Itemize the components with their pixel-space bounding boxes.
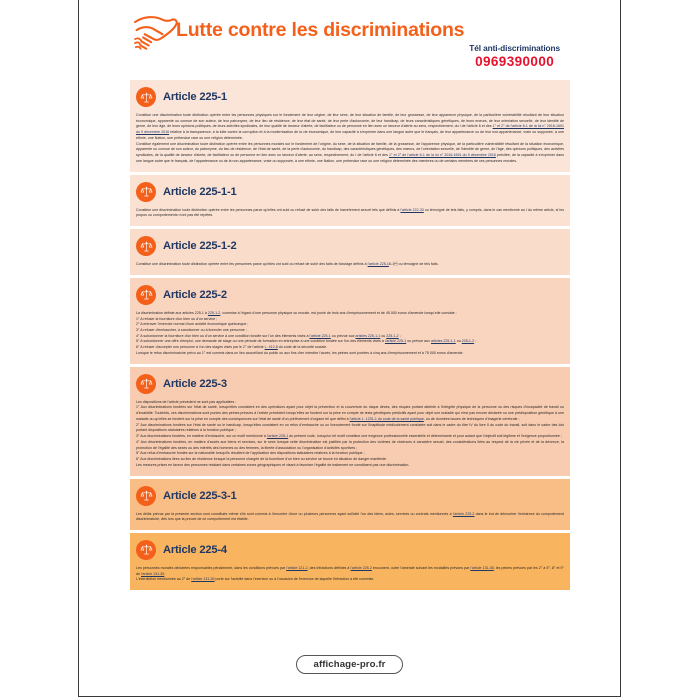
article-section	[130, 80, 570, 172]
hotline-block	[469, 43, 560, 69]
article-title: Article 225-3	[163, 377, 227, 390]
poster-page	[78, 0, 621, 697]
article-heading	[136, 540, 564, 560]
legal-reference-link[interactable]: l'article 225-1	[309, 333, 331, 338]
article-paragraph: 1° A refuser la fourniture d'un bien ou d'un service ;	[136, 316, 218, 321]
scales-of-justice-icon	[136, 182, 156, 202]
legal-reference-link[interactable]: 1° et 2° de l'article 6-1 de la loi n° 2016-1691 du 9 décembre 2016	[136, 124, 564, 135]
article-heading	[136, 87, 564, 107]
article-paragraph: 5° Aux refus d'embauche fondés sur la nationalité lorsqu'ils résultent de l'application des dispositions statutaires relatives à la fonction publique ;	[136, 451, 365, 456]
article-text	[136, 113, 564, 165]
legal-reference-link[interactable]: l'article 225-1	[367, 262, 389, 267]
article-paragraph: Constitue une discrimination toute distinction opérée entre les personnes parce qu'elles ont subi ou refusé de subir des faits de harcèlement sexuel tels que définis à l'article 222-33 ou témoigné de tels faits, y compris, dans le cas mentionné au I du même article, si les propos ou comportements n'ont pas été répétés.	[136, 207, 564, 218]
article-paragraph: Les dispositions de l'article précédent ne sont pas applicables :	[136, 399, 237, 404]
article-paragraph: 5° A subordonner une offre d'emploi, une demande de stage ou une période de formation en entreprise à une condition fondée sur l'un des éléments visés à l'article 225-1 ou prévue aux articles 225-1-1 ou 225-1-2 ;	[136, 339, 477, 344]
article-heading	[136, 236, 564, 256]
article-text	[136, 400, 564, 469]
legal-reference-link[interactable]: 225-1-2	[207, 310, 221, 315]
article-paragraph: 4° A subordonner la fourniture d'un bien ou d'un service à une condition fondée sur l'un des éléments visés à l'article 225-1 ou prévue aux articles 225-1-1 ou 225-1-2 ;	[136, 333, 401, 338]
article-heading	[136, 374, 564, 394]
legal-reference-link[interactable]: l'article 131-38	[470, 565, 494, 570]
scales-of-justice-icon	[136, 87, 156, 107]
legal-reference-link[interactable]: 225-1-2	[386, 333, 399, 338]
article-text	[136, 208, 564, 219]
article-title: Article 225-2	[163, 288, 227, 301]
article-heading	[136, 486, 564, 506]
article-paragraph: Les délits prévus par la présente section sont constitués même s'ils sont commis à l'encontre d'une ou plusieurs personnes ayant sollicité l'un des biens, actes, services ou contrats mentionnés à l'article 225-2 dans le but de démontrer l'existence du comportement discriminatoire, dès lors que la preuve de ce comportement est établie.	[136, 511, 564, 522]
legal-reference-link[interactable]: l'article 225-1	[384, 339, 407, 344]
page-title: Lutte contre les discriminations	[176, 19, 465, 41]
article-text	[136, 566, 564, 583]
brand-badge: affichage-pro.fr	[296, 655, 404, 674]
legal-reference-link[interactable]: l'article 225-2	[350, 565, 372, 570]
article-title: Article 225-1	[163, 91, 227, 103]
legal-reference-link[interactable]: l'article 225-1	[266, 434, 289, 439]
hotline-label: Tél anti-discriminations	[469, 43, 560, 53]
article-title: Article 225-4	[163, 543, 227, 556]
article-paragraph: Lorsque le refus discriminatoire prévu au 1° est commis dans un lieu accueillant du public ou aux fins d'en interdire l'accès, les peines sont portées à cinq ans d'emprisonnement et à 75 000 euros d'amende.	[136, 350, 464, 355]
article-text	[136, 311, 564, 357]
legal-reference-link[interactable]: L. 412-8	[264, 345, 278, 350]
article-paragraph: Les mesures prises en faveur des personnes résidant dans certaines zones géographiques et visant à favoriser l'égalité de traitement ne constituent pas une discrimination.	[136, 462, 410, 467]
legal-reference-link[interactable]: l'article 131-39	[141, 571, 165, 576]
article-paragraph: 4° Aux discriminations fondées, en matière d'accès aux biens et services, sur le sexe lorsque cette discrimination est justifiée par la protection des victimes de violences à caractère sexuel, des considérations liées au respect de la vie privée et de la décence, la promotion de l'égalité des sexes ou des intérêts des hommes ou des femmes, la liberté d'association ou l'organisation d'activités sportives ;	[136, 439, 564, 450]
legal-reference-link[interactable]: articles 225-1-1	[355, 333, 381, 338]
article-heading	[136, 182, 564, 202]
legal-reference-link[interactable]: l'article 121-2	[286, 565, 308, 570]
scales-of-justice-icon	[136, 540, 156, 560]
legal-reference-link[interactable]: articles 225-1-1	[430, 339, 456, 344]
article-paragraph: Constitue une discrimination toute distinction opérée entre les personnes parce qu'elles ont subi ou refusé de subir des faits de bizutage définis à l'article 225-16-1 ou témoigné de tels faits.	[136, 262, 439, 267]
scales-of-justice-icon	[136, 285, 156, 305]
article-text	[136, 512, 564, 523]
article-paragraph: 2° A entraver l'exercice normal d'une activité économique quelconque ;	[136, 322, 249, 327]
legal-reference-link[interactable]: l'article 222-33	[400, 207, 424, 212]
article-paragraph: 1° Aux discriminations fondées sur l'état de santé, lorsqu'elles consistent en des opérations ayant pour objet la prévention et la couverture du risque décès, des risques portant atteinte à l'intégrité physique de la personne ou des risques d'incapacité de travail ou d'invalidité. Toutefois, ces discriminations sont punies des peines prévues à l'article précédent lorsqu'elles se fondent sur la prise en compte de tests génétiques prédictifs ayant pour objet une maladie qui n'est pas encore déclarée ou une prédisposition génétique à une maladie ou qu'elles se fondent sur la prise en compte des conséquences sur l'état de santé d'un prélèvement d'organe tel que défini à l'article L. 1231-1 du code de la santé publique, ou de données issues de techniques d'imagerie cérébrale ;	[136, 405, 564, 421]
legal-reference-link[interactable]: l'article 225-2	[452, 511, 475, 516]
article-section	[130, 479, 570, 530]
article-title: Article 225-1-1	[163, 185, 237, 198]
scales-of-justice-icon	[136, 236, 156, 256]
article-heading	[136, 285, 564, 305]
article-paragraph: 2° Aux discriminations fondées sur l'état de santé ou le handicap, lorsqu'elles consistent en un refus d'embauche ou un licenciement fondé sur l'inaptitude médicalement constatée soit dans le cadre du titre IV du livre II du code du travail, soit dans le cadre des lois portant dispositions statutaires relatives à la fonction publique ;	[136, 422, 564, 433]
scales-of-justice-icon	[136, 486, 156, 506]
article-paragraph: 3° A refuser d'embaucher, à sanctionner ou à licencier une personne ;	[136, 328, 247, 333]
article-section	[130, 533, 570, 590]
handshake-icon	[131, 14, 181, 56]
article-paragraph: Constitue également une discrimination toute distinction opérée entre les personnes morales sur le fondement de l'origine, du sexe, de la situation de famille, de la grossesse, de l'apparence physique, de la particulière vulnérabilité résultant de la situation économique, apparente ou connue de son auteur, du patronyme, du lieu de résidence, de l'état de santé, de la perte d'autonomie, du handicap, des caractéristiques génétiques, des mœurs, de l'orientation sexuelle, de l'identité de genre, de l'âge, des opinions politiques, des activités syndicales, de la qualité de lanceur d'alerte, de facilitateur ou de personne en lien avec un lanceur d'alerte, au sens, respectivement, du I de l'article 6 et des 1° et 2° de l'article 6-1 de la loi n° 2016-1691 du 9 décembre 2016 précitée, de la capacité à s'exprimer dans une langue autre que le français, de l'appartenance ou de la non-appartenance, vraie ou supposée, à une ethnie, une Nation, une prétendue race ou une religion déterminée des membres ou de certains membres de ces personnes morales.	[136, 141, 564, 163]
article-section	[130, 278, 570, 364]
article-title: Article 225-3-1	[163, 489, 237, 502]
article-paragraph: La discrimination définie aux articles 225-1 à 225-1-2, commise à l'égard d'une personne physique ou morale, est punie de trois ans d'emprisonnement et de 45 000 euros d'amende lorsqu'elle consiste :	[136, 310, 457, 315]
legal-reference-link[interactable]: l'article L. 1231-1 du code de la santé publique	[349, 416, 424, 421]
legal-reference-link[interactable]: 225-1-2	[461, 339, 475, 344]
article-paragraph: 6° A refuser d'accepter une personne à l'un des stages visés par le 2° de l'article L. 412-8 du code de la sécurité sociale.	[136, 345, 328, 350]
article-paragraph: 3° Aux discriminations fondées, en matière d'embauche, sur un motif mentionné à l'article 225-1 du présent code, lorsqu'un tel motif constitue une exigence professionnelle essentielle et déterminante et pour autant que l'objectif soit légitime et l'exigence proportionnée ;	[136, 434, 562, 439]
article-paragraph: 6° Aux discriminations liées au lieu de résidence lorsque la personne chargée de la fourniture d'un bien ou service se trouve en situation de danger manifeste.	[136, 457, 387, 462]
article-paragraph: Les personnes morales déclarées responsables pénalement, dans les conditions prévues par l'article 121-2, des infractions définies à l'article 225-2 encourent, outre l'amende suivant les modalités prévues par l'article 131-38, les peines prévues par les 2° à 5°, 8° et 9° de l'article 131-39.	[136, 565, 564, 576]
article-paragraph: Constitue une discrimination toute distinction opérée entre les personnes physiques sur le fondement de leur origine, de leur sexe, de leur situation de famille, de leur grossesse, de leur apparence physique, de la particulière vulnérabilité résultant de leur situation économique, apparente ou connue de son auteur, de leur patronyme, de leur lieu de résidence, de leur état de santé, de leur perte d'autonomie, de leur handicap, de leurs caractéristiques génétiques, de leurs mœurs, de leur orientation sexuelle, de leur identité de genre, de leur âge, de leurs opinions politiques, de leurs activités syndicales, de leur qualité de lanceur d'alerte, de facilitateur ou de personne en lien avec un lanceur d'alerte au sens, respectivement, du I de l'article 6 et des 1° et 2° de l'article 6-1 de la loi n° 2016-1691 du 9 décembre 2016 relative à la transparence, à la lutte contre la corruption et à la modernisation de la vie économique, de leur capacité à s'exprimer dans une langue autre que le français, de leur appartenance ou de leur non-appartenance, vraie ou supposée, à une ethnie, une Nation, une prétendue race ou une religion déterminée.	[136, 113, 564, 140]
article-text	[136, 262, 564, 268]
article-paragraph: L'interdiction mentionnée au 2° de l'article 131-39 porte sur l'activité dans l'exercice ou à l'occasion de l'exercice de laquelle l'infraction a été commise.	[136, 577, 375, 582]
article-section	[130, 175, 570, 226]
legal-reference-link[interactable]: l'article 131-39	[191, 577, 215, 582]
legal-reference-link[interactable]: 1° et 2° de l'article 6-1 de la loi n° 2016-1691 du 9 décembre 2016	[389, 153, 496, 158]
article-section	[130, 229, 570, 275]
article-title: Article 225-1-2	[163, 240, 237, 253]
article-section	[130, 367, 570, 476]
scales-of-justice-icon	[136, 374, 156, 394]
poster-footer	[79, 655, 620, 674]
article-list	[130, 80, 570, 593]
hotline-number: 0969390000	[475, 54, 555, 69]
poster-header	[79, 0, 620, 78]
